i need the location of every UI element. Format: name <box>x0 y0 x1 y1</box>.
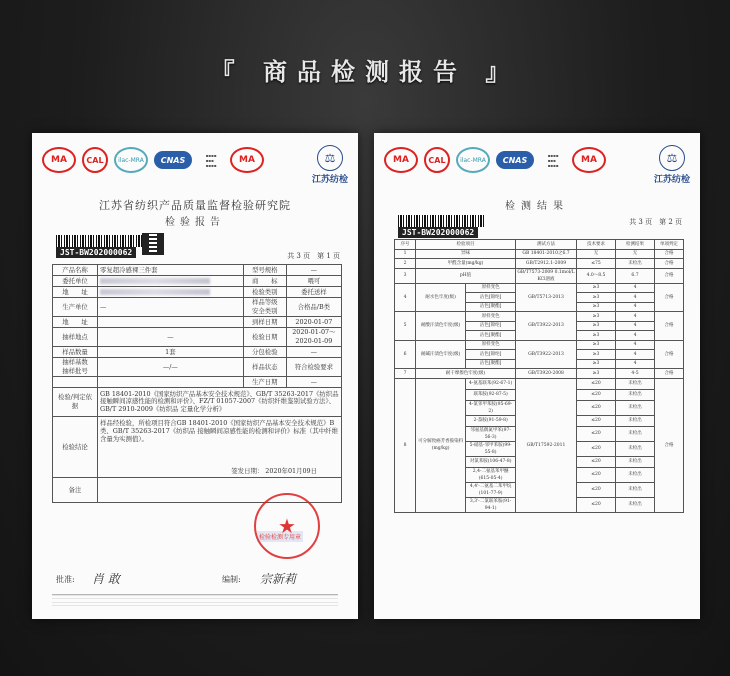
prod-empty-value <box>98 377 244 388</box>
report-number: JST-BW202000062 <box>398 227 478 238</box>
client-value-redacted <box>98 276 244 287</box>
brand-logo <box>312 145 348 185</box>
results-cell-judge: 合格 <box>655 249 684 259</box>
results-row <box>395 268 684 283</box>
brand-name: 江苏纺检 <box>653 175 690 185</box>
results-cell-req: ≤20 <box>577 378 616 389</box>
state-label: 样品状态 <box>243 358 286 377</box>
brand-value: 喂可 <box>286 276 341 287</box>
results-cell-no: 5 <box>395 312 416 341</box>
qty-label: 样品数量 <box>53 347 98 358</box>
results-cell-res: 4 <box>616 302 655 312</box>
report-title: 检验报告 <box>165 217 225 228</box>
conclusion-cell <box>98 417 342 478</box>
inspect-date-label: 检验日期 <box>243 328 286 347</box>
results-cell-sub: 4,4'-二氨基二苯甲烷(101-77-9) <box>466 482 516 497</box>
results-cell-sub: 原样变色 <box>466 312 516 322</box>
grade-label: 样品等级 安全类别 <box>243 298 286 317</box>
official-stamp-icon: ★ <box>254 493 320 559</box>
results-cell-item: 耐水色牢度(级) <box>416 283 466 312</box>
results-header-cell: 测试方法 <box>516 240 577 250</box>
results-cell-res: 4 <box>616 350 655 360</box>
results-title: 检测结果 <box>505 201 569 212</box>
results-cell-req: ≤20 <box>577 482 616 497</box>
brand-name: 江苏纺检 <box>311 175 348 185</box>
results-cell-item: 异味 <box>416 249 516 259</box>
results-cell-sub: 5-硝基-邻甲苯胺(99-55-8) <box>466 441 516 456</box>
inspection-report-sheet <box>32 133 358 619</box>
results-table <box>394 239 684 513</box>
cert-logos-2 <box>384 141 690 179</box>
results-cell-no: 3 <box>395 268 416 283</box>
results-cell-no: 8 <box>395 378 416 512</box>
results-cell-judge: 合格 <box>655 268 684 283</box>
results-cell-judge: 合格 <box>655 312 684 341</box>
results-cell-sub: 原样变色 <box>466 283 516 293</box>
results-row <box>395 369 684 379</box>
results-cell-method: GB/T7573-2009 0.1mol/L KCl溶液 <box>517 269 575 282</box>
results-cell-req: ≤75 <box>577 259 616 269</box>
scales-icon: ⚖ <box>317 145 343 171</box>
conclusion-label: 检验结论 <box>53 417 98 478</box>
results-cell-item: 甲醛含量(mg/kg) <box>416 259 516 269</box>
results-cell-req: ≤20 <box>577 441 616 456</box>
results-cell-res: 未检出 <box>616 426 655 441</box>
model-label: 型号规格 <box>243 265 286 276</box>
results-cell-method: GB/T2912.1-2009 <box>516 259 577 269</box>
prod-empty-label <box>53 377 98 388</box>
results-cell-req: ≥3 <box>577 283 616 293</box>
results-cell-req: 无 <box>577 249 616 259</box>
results-cell-req: ≥3 <box>577 369 616 379</box>
state-value: 符合检验要求 <box>286 358 341 377</box>
ilac-logo-icon: ilac-MRA <box>114 147 148 173</box>
brand-label: 商 标 <box>243 276 286 287</box>
report-number: JST-BW202000062 <box>56 247 136 258</box>
results-cell-req: ≤20 <box>577 497 616 512</box>
results-cell-req: ≤20 <box>577 426 616 441</box>
results-cell-sub: 沾色[聚酯] <box>466 359 516 369</box>
results-cell-judge: 合格 <box>655 283 684 312</box>
editor-signature: 宗新莉 <box>260 572 297 586</box>
results-cell-item: 可分解致癌芳香胺染料(mg/kg) <box>416 378 466 512</box>
results-cell-item: 耐酸汗渍色牢度(级) <box>416 312 466 341</box>
results-header-cell: 序号 <box>395 240 416 250</box>
results-cell-res: 4 <box>616 312 655 322</box>
editor-label: 编制: <box>222 575 241 584</box>
results-header-cell: 检测结果 <box>616 240 655 250</box>
ilac-logo-icon: ilac-MRA <box>456 147 490 173</box>
issue-label: 签发日期： <box>231 467 264 475</box>
ma-logo-icon: MA <box>42 147 76 173</box>
sample-place-label: 抽样地点 <box>53 328 98 347</box>
results-header-row <box>395 240 684 250</box>
results-row <box>395 283 684 293</box>
base-label: 抽样基数 抽样批号 <box>53 358 98 377</box>
sub-label: 分包检验 <box>243 347 286 358</box>
results-row <box>395 249 684 259</box>
results-cell-req: ≥3 <box>577 331 616 341</box>
sample-place-value: — <box>98 328 244 347</box>
results-cell-judge: 合格 <box>655 259 684 269</box>
maker-address-label: 地 址 <box>53 317 98 328</box>
results-cell-no: 7 <box>395 369 416 379</box>
results-cell-item: 耐干摩擦色牢度(级) <box>416 369 516 379</box>
maker-value: — <box>98 298 244 317</box>
results-cell-judge: 合格 <box>655 378 684 512</box>
testing-mark-icon: ▪▪▪▪ ▪▪▪ ▪▪▪▪ <box>205 152 217 168</box>
inspect-date-value: 2020-01-07～2020-01-09 <box>286 328 341 347</box>
product-name-label: 产品名称 <box>53 265 98 276</box>
qr-code-icon <box>142 233 164 255</box>
client-label: 委托单位 <box>53 276 98 287</box>
ma-logo-icon: MA <box>384 147 418 173</box>
results-header-cell: 技术要求 <box>577 240 616 250</box>
prod-date-value: — <box>286 377 341 388</box>
sub-value: — <box>286 347 341 358</box>
barcode-icon <box>56 235 142 247</box>
results-cell-sub: 2,4-二氨基苯甲醚(615-05-4) <box>466 467 516 482</box>
results-cell-no: 1 <box>395 249 416 259</box>
results-cell-res: 未检出 <box>616 415 655 426</box>
results-cell-res: 未检出 <box>616 482 655 497</box>
results-cell-res: 4-5 <box>616 369 655 379</box>
results-cell-method: GB/T3922-2013 <box>516 340 577 369</box>
results-cell-res: 未检出 <box>616 389 655 400</box>
base-value: —/— <box>98 358 244 377</box>
results-header-cell: 检验项目 <box>416 240 516 250</box>
results-cell-req: ≥3 <box>577 340 616 350</box>
results-cell-res: 未检出 <box>616 441 655 456</box>
conclusion-text: 样品经检验，所检项目符合GB 18401-2010《国家纺织产品基本安全技术规范》B类、GB/T 35263-2017《纺织品 接触瞬间凉感性能的检测和评价》标准（其中纤维含量为实测值）。 <box>100 419 338 443</box>
results-row <box>395 378 684 389</box>
approver-label: 批准: <box>56 575 75 584</box>
results-cell-method: GB 18401-2010之6.7 <box>516 249 577 259</box>
issue-date: 2020年01月09日 <box>265 467 317 475</box>
results-cell-req: 4.0～8.5 <box>577 268 616 283</box>
results-cell-res: 未检出 <box>616 400 655 415</box>
results-cell-req: ≥3 <box>577 312 616 322</box>
address-label: 地 址 <box>53 287 98 298</box>
results-cell-res: 6.7 <box>616 268 655 283</box>
results-cell-res: 未检出 <box>616 378 655 389</box>
results-cell-method: GB/T3922-2013 <box>516 312 577 341</box>
scales-icon: ⚖ <box>659 145 685 171</box>
basis-text: GB 18401-2010《国家纺织产品基本安全技术规范》、GB/T 35263-2017《纺织品 接触瞬间凉感性能的检测和评价》、FZ/T 01057-2007《纺织纤维鉴别试验方法》、GB/T 2910-2009《纺织品 定量化学分析》 <box>98 388 342 417</box>
results-cell-no: 2 <box>395 259 416 269</box>
results-cell-res: 未检出 <box>616 467 655 482</box>
cnas-logo-icon: CNAS <box>154 151 192 169</box>
results-cell-method: GB/T17592-2011 <box>516 378 577 512</box>
report-info-table <box>52 264 342 503</box>
results-cell-sub: 沾色[锦纶] <box>466 350 516 360</box>
results-cell-judge: 合格 <box>655 369 684 379</box>
results-cell-sub: 4-氯邻甲苯胺(95-69-2) <box>466 400 516 415</box>
results-cell-sub: 沾色[锦纶] <box>466 293 516 303</box>
results-cell-sub: 沾色[聚酯] <box>466 331 516 341</box>
remark-label: 备注 <box>53 478 98 503</box>
results-header-cell: 单项判定 <box>655 240 684 250</box>
results-cell-judge: 合格 <box>655 340 684 369</box>
results-cell-req: ≤20 <box>577 389 616 400</box>
results-cell-res: 无 <box>616 249 655 259</box>
brand-logo <box>654 145 690 185</box>
footer-fine-print <box>52 594 338 609</box>
page-title: 『 商品检测报告 』 <box>210 58 520 86</box>
results-cell-res: 4 <box>616 340 655 350</box>
inspect-type-label: 检验类别 <box>243 287 286 298</box>
page-number: 共 3 页 第 1 页 <box>287 252 340 260</box>
maker-address-value <box>98 317 244 328</box>
prod-date-label: 生产日期 <box>243 377 286 388</box>
results-cell-item: 耐碱汗渍色牢度(级) <box>416 340 466 369</box>
results-cell-req: ≥3 <box>577 302 616 312</box>
results-cell-item: pH值 <box>416 268 516 283</box>
grade-value: 合格品/B类 <box>286 298 341 317</box>
cal-logo-icon: CAL <box>424 147 450 173</box>
inspect-type-value: 委托送样 <box>286 287 341 298</box>
results-cell-sub: 3,3'-二氯联苯胺(91-94-1) <box>466 497 516 512</box>
results-cell-res: 未检出 <box>616 259 655 269</box>
results-cell-sub: 2-萘胺(91-59-8) <box>466 415 516 426</box>
results-row <box>395 340 684 350</box>
results-cell-res: 未检出 <box>616 456 655 467</box>
results-cell-sub: 邻氨基偶氮甲苯(97-56-3) <box>466 426 516 441</box>
product-name: 零复超冷感裸三件套 <box>98 265 244 276</box>
results-cell-res: 4 <box>616 293 655 303</box>
ma-logo-icon-2: MA <box>230 147 264 173</box>
results-cell-res: 未检出 <box>616 497 655 512</box>
results-cell-res: 4 <box>616 331 655 341</box>
issue-line <box>231 467 317 475</box>
org-name: 江苏省纺织产品质量监督检验研究院 <box>99 199 291 212</box>
results-cell-req: ≥3 <box>577 359 616 369</box>
page-number: 共 3 页 第 2 页 <box>629 218 682 226</box>
maker-label: 生产单位 <box>53 298 98 317</box>
address-value-redacted <box>98 287 244 298</box>
results-cell-req: ≤20 <box>577 467 616 482</box>
cert-logos <box>42 141 348 179</box>
results-cell-sub: 4-氨基联苯(92-67-1) <box>466 378 516 389</box>
results-row <box>395 259 684 269</box>
results-cell-req: ≤20 <box>577 415 616 426</box>
approver-signature: 肖 敢 <box>92 572 120 586</box>
results-cell-sub: 原样变色 <box>466 340 516 350</box>
results-cell-sub: 对氯苯胺(106-47-8) <box>466 456 516 467</box>
results-cell-method: GB/T5713-2013 <box>516 283 577 312</box>
results-cell-req: ≥3 <box>577 350 616 360</box>
results-cell-method: GB/T3920-2008 <box>516 369 577 379</box>
results-cell-req: ≤20 <box>577 456 616 467</box>
testing-mark-icon: ▪▪▪▪ ▪▪▪ ▪▪▪▪ <box>547 152 559 168</box>
test-results-sheet <box>374 133 700 619</box>
qty-value: 1套 <box>98 347 244 358</box>
results-cell-sub: 联苯胺(92-87-5) <box>466 389 516 400</box>
basis-label: 检验/判定依据 <box>53 388 98 417</box>
results-cell-no: 6 <box>395 340 416 369</box>
ma-logo-icon-2: MA <box>572 147 606 173</box>
cnas-logo-icon: CNAS <box>496 151 534 169</box>
results-cell-sub: 沾色[锦纶] <box>466 321 516 331</box>
results-cell-res: 4 <box>616 359 655 369</box>
results-cell-req: ≥3 <box>577 293 616 303</box>
arrival-value: 2020-01-07 <box>286 317 341 328</box>
results-cell-no: 4 <box>395 283 416 312</box>
stamp-text: 检验检测专用章 <box>257 531 303 542</box>
cal-logo-icon: CAL <box>82 147 108 173</box>
results-cell-res: 4 <box>616 283 655 293</box>
barcode-icon <box>398 215 484 227</box>
results-cell-res: 4 <box>616 321 655 331</box>
results-row <box>395 312 684 322</box>
results-cell-sub: 沾色[聚酯] <box>466 302 516 312</box>
results-cell-req: ≤20 <box>577 400 616 415</box>
model-value: — <box>286 265 341 276</box>
arrival-label: 到样日期 <box>243 317 286 328</box>
results-cell-req: ≥3 <box>577 321 616 331</box>
